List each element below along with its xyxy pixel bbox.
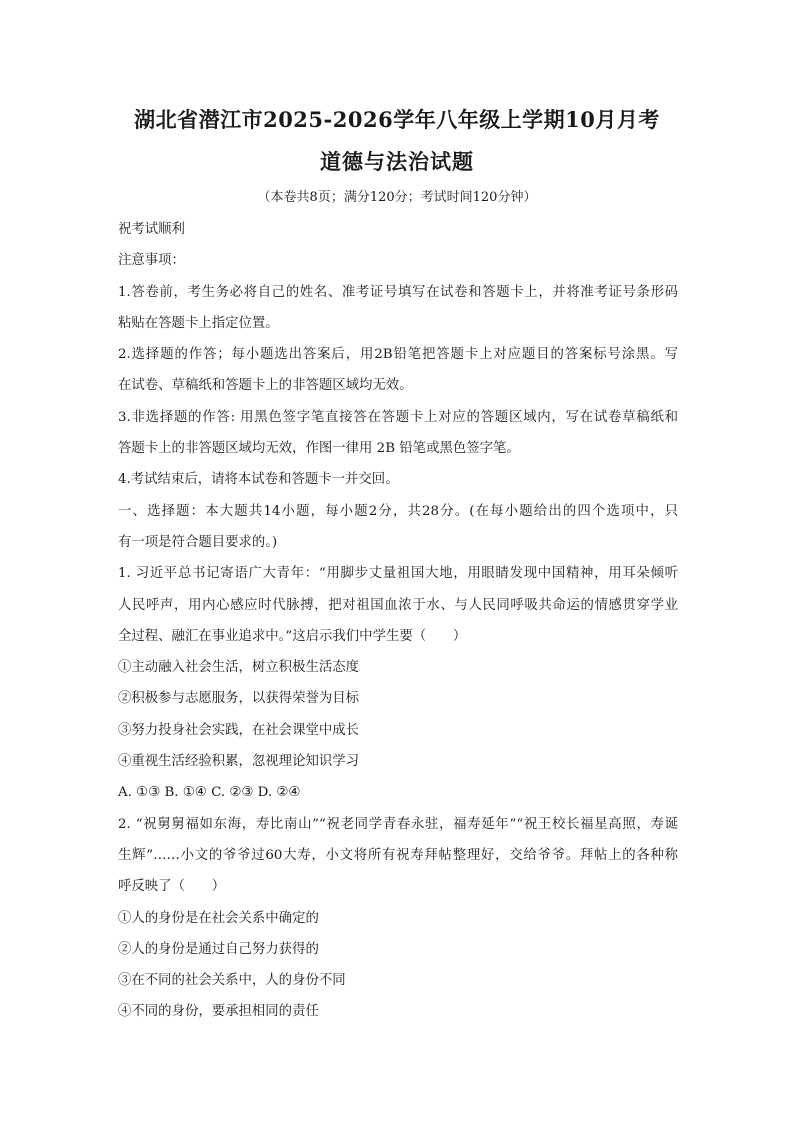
note-line: 3.非选择题的作答: 用黑色签字笔直接答在答题卡上对应的答题区域内，写在试卷草稿纸和: [118, 409, 678, 425]
question-stem: 生辉”……小文的爷爷过60大寿，小文将所有祝寿拜帖整理好，交给爷爷。拜帖上的各种称: [118, 847, 678, 863]
notes-heading: 注意事项：: [118, 253, 185, 269]
exam-info: （本卷共8页；满分120分；考试时间120分钟）: [257, 190, 537, 205]
question-stem: 1. 习近平总书记寄语广大青年：“用脚步丈量祖国大地，用眼睛发现中国精神，用耳朵倾听: [118, 566, 678, 582]
question-stem: 呼反映了（ ）: [118, 879, 226, 895]
note-line: 1.答卷前，考生务必将自己的姓名、准考证号填写在试卷和答题卡上，并将准考证号条形码: [118, 284, 678, 300]
statement: ②人的身份是通过自己努力获得的: [118, 941, 319, 957]
question-stem: 2. “祝舅舅福如东海，寿比南山”“祝老同学青春永驻，福寿延年”“祝王校长福星高照，寿诞: [118, 816, 678, 832]
statement: ②积极参与志愿服务，以获得荣誉为目标: [118, 691, 360, 707]
note-line: 在试卷、草稿纸和答题卡上的非答题区域均无效。: [118, 378, 413, 394]
note-line: 2.选择题的作答；每小题选出答案后，用2B铅笔把答题卡上对应题目的答案标号涂黑。写: [118, 347, 678, 363]
note-line: 4.考试结束后，请将本试卷和答题卡一并交回。: [118, 472, 399, 488]
question-stem: 人民呼声，用内心感应时代脉搏，把对祖国血浓于水、与人民同呼吸共命运的情感贯穿学业: [118, 597, 678, 613]
section-heading: 一、选择题：本大题共14小题，每小题2分，共28分。(在每小题给出的四个选项中，只: [118, 503, 678, 519]
statement: ①人的身份是在社会关系中确定的: [118, 910, 319, 926]
exam-title: 湖北省潜江市2025-2026学年八年级上学期10月月考: [134, 107, 660, 132]
statement: ①主动融入社会生活，树立积极生活态度: [118, 660, 360, 676]
exam-body: [118, 214, 678, 1028]
statement: ③在不同的社会关系中，人的身份不同: [118, 973, 346, 989]
note-line: 粘贴在答题卡上指定位置。: [118, 315, 279, 331]
greeting: 祝考试顺利: [118, 222, 185, 237]
exam-subject-title: 道德与法治试题: [320, 149, 474, 174]
answer-options: A. ①③ B. ①④ C. ②③ D. ②④: [118, 785, 301, 801]
question-stem: 全过程、融汇在事业追求中。”这启示我们中学生要（ ）: [118, 628, 467, 644]
section-heading: 有一项是符合题目要求的。): [118, 534, 278, 550]
statement: ④重视生活经验积累，忽视理论知识学习: [118, 754, 360, 770]
note-line: 答题卡上的非答题区域均无效，作图一律用 2B 铅笔或黑色签字笔。: [118, 441, 520, 457]
statement: ④不同的身份，要承担相同的责任: [118, 1004, 319, 1020]
statement: ③努力投身社会实践，在社会课堂中成长: [118, 722, 360, 738]
